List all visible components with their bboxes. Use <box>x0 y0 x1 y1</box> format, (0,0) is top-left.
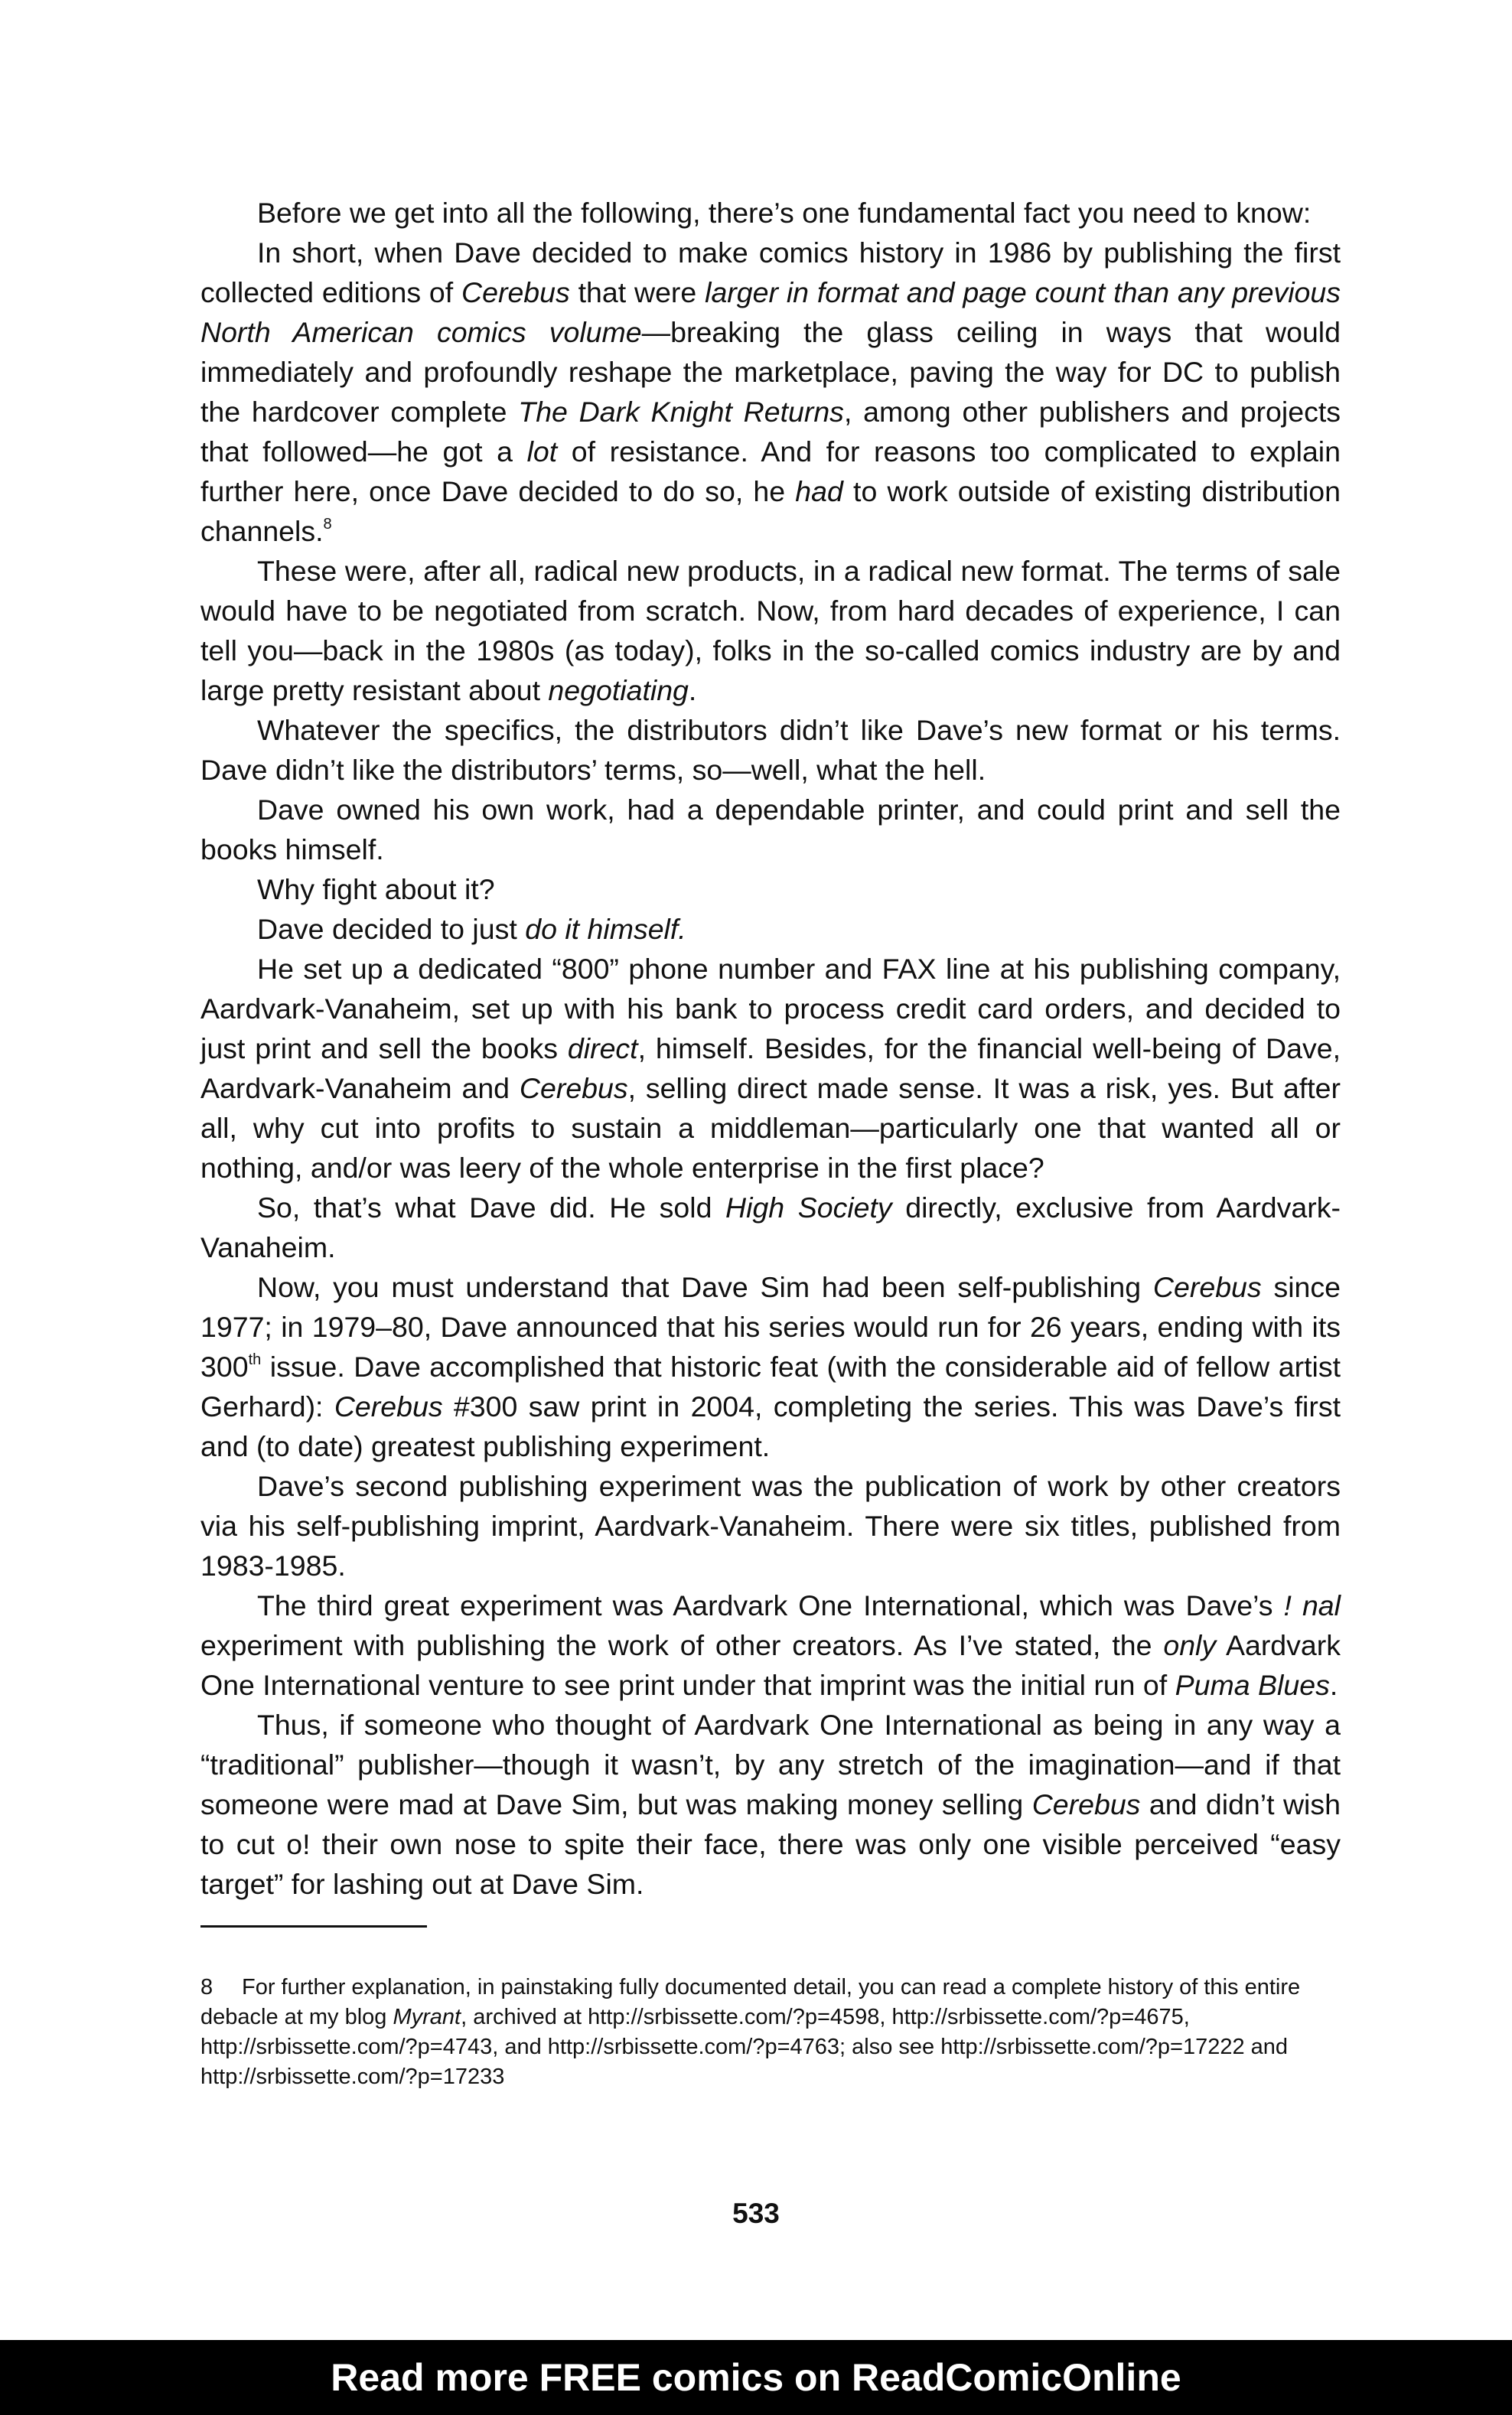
italic-text: only <box>1163 1629 1217 1661</box>
superscript: th <box>248 1351 262 1368</box>
text-run: These were, after all, radical new products, in a radical new format. The terms of sale would have to be negotiated from scratch. Now, from hard decades of experience, I can tell you—back in the 1980s (as today), folks in the so-called comics industry are by and large pretty resistant about <box>200 555 1341 706</box>
text-run: issue. Dave accomplished that historic feat (with the considerable aid of fellow artist Gerhard): <box>200 1351 1341 1423</box>
text-run: , himself. Besides, for the financial well-being of Dave, Aardvark-Vanaheim and <box>200 1032 1341 1104</box>
text-run: Why fight about it? <box>257 873 495 905</box>
paragraph <box>200 1188 1341 1267</box>
paragraph <box>200 869 1341 909</box>
text-run: —breaking the glass ceiling in ways that would immediately and profoundly reshape the marketplace, paving the way for DC to publish the hardcover complete <box>200 316 1341 428</box>
italic-text: Myrant <box>393 2005 461 2029</box>
footnote-number: 8 <box>200 1975 213 1999</box>
italic-text: ! nal <box>1283 1589 1341 1621</box>
promo-banner[interactable] <box>0 2340 1512 2415</box>
banner-text[interactable]: Read more FREE comics on ReadComicOnline <box>331 2356 1181 2399</box>
footnote-text <box>200 1975 1300 2089</box>
paragraph <box>200 1267 1341 1466</box>
footnote <box>200 1973 1341 2092</box>
paragraph <box>200 1466 1341 1586</box>
italic-text: do it himself. <box>525 913 686 945</box>
text-run: Before we get into all the following, there’s one fundamental fact you need to know: <box>257 197 1312 229</box>
italic-text: Cerebus <box>1152 1271 1262 1303</box>
paragraph <box>200 193 1341 233</box>
text-run: Dave owned his own work, had a dependable printer, and could print and sell the books himself. <box>200 794 1341 865</box>
italic-text: Cerebus <box>334 1390 443 1423</box>
text-run: , selling direct made sense. It was a risk, yes. But after all, why cut into profits to sustain a middleman—particularly one that wanted all or nothing, and/or was leery of the whole enterprise in the first place? <box>200 1072 1341 1184</box>
text-run: , archived at http://srbissette.com/?p=4598, http://srbissette.com/?p=4675, http://srbissette.com/?p=4743, and http://srbissette.com/?p=4763; also see http://srbissette.com/?p=17222 and http://srbissette.com/?p=17233 <box>200 2005 1289 2089</box>
italic-text: Cerebus <box>519 1072 628 1104</box>
paragraph <box>200 551 1341 710</box>
text-run: . <box>1329 1669 1338 1701</box>
text-run: since 1977; in 1979–80, Dave announced that his series would run for 26 years, ending with its 300 <box>200 1271 1341 1383</box>
text-run: The third great experiment was Aardvark One International, which was Dave’s <box>257 1589 1284 1621</box>
text-run: . <box>688 674 697 706</box>
italic-text: lot <box>526 435 558 468</box>
body-text <box>200 193 1341 1904</box>
text-run: directly, exclusive from Aardvark-Vanaheim. <box>200 1191 1341 1263</box>
text-run: experiment with publishing the work of other creators. As I’ve stated, the <box>200 1629 1164 1661</box>
italic-text: Cerebus <box>461 276 570 308</box>
text-run: Aardvark One International venture to see print under that imprint was the initial run of <box>200 1629 1341 1701</box>
italic-text: The Dark Knight Returns <box>518 396 844 428</box>
italic-text: direct <box>567 1032 638 1064</box>
italic-text: negotiating <box>548 674 689 706</box>
italic-text: High Society <box>725 1191 892 1224</box>
page-number: 533 <box>732 2198 780 2229</box>
text-run: In short, when Dave decided to make comics history in 1986 by publishing the first collected editions of <box>200 236 1341 308</box>
paragraph <box>200 790 1341 869</box>
text-run: #300 saw print in 2004, completing the series. This was Dave’s first and (to date) greatest publishing experiment. <box>200 1390 1341 1462</box>
paragraph <box>200 233 1341 551</box>
text-run: Whatever the specifics, the distributors didn’t like Dave’s new format or his terms. Dave didn’t like the distributors’ terms, so—well, what the hell. <box>200 714 1341 786</box>
text-run: So, that’s what Dave did. He sold <box>257 1191 726 1224</box>
italic-text: larger in format and page count than any previous North American comics volume <box>200 276 1341 348</box>
text-run: that were <box>569 276 705 308</box>
text-run: Dave’s second publishing experiment was the publication of work by other creators via his self-publishing imprint, Aardvark-Vanaheim. There were six titles, published from 1983-1985. <box>200 1470 1341 1582</box>
paragraph <box>200 710 1341 790</box>
italic-text: Puma Blues <box>1175 1669 1330 1701</box>
text-run: Thus, if someone who thought of Aardvark One International as being in any way a “traditional” publisher—though it wasn’t, by any stretch of the imagination—and if that someone were mad at Dave Sim, but was making money selling <box>200 1709 1341 1820</box>
paragraph <box>200 909 1341 949</box>
italic-text: Cerebus <box>1031 1788 1141 1820</box>
text-run: to work outside of existing distribution channels. <box>200 475 1341 547</box>
footnote-rule <box>200 1925 427 1928</box>
text-run: of resistance. And for reasons too complicated to explain further here, once Dave decided to do so, he <box>200 435 1341 507</box>
paragraph <box>200 1586 1341 1705</box>
paragraph <box>200 949 1341 1188</box>
text-run: , among other publishers and projects that followed—he got a <box>200 396 1341 468</box>
superscript: 8 <box>323 516 332 533</box>
paragraph <box>200 1705 1341 1904</box>
text-run: Dave decided to just <box>257 913 526 945</box>
italic-text: had <box>795 475 843 507</box>
text-run: and didn’t wish to cut o! their own nose to spite their face, there was only one visible perceived “easy target” for lashing out at Dave Sim. <box>200 1788 1341 1900</box>
text-run: For further explanation, in painstaking fully documented detail, you can read a complete history of this entire debacle at my blog <box>200 1975 1301 2029</box>
text-run: Now, you must understand that Dave Sim had been self-publishing <box>257 1271 1153 1303</box>
text-run: He set up a dedicated “800” phone number and FAX line at his publishing company, Aardvark-Vanaheim, set up with his bank to process credit card orders, and decided to just print and sell the books <box>200 953 1341 1064</box>
